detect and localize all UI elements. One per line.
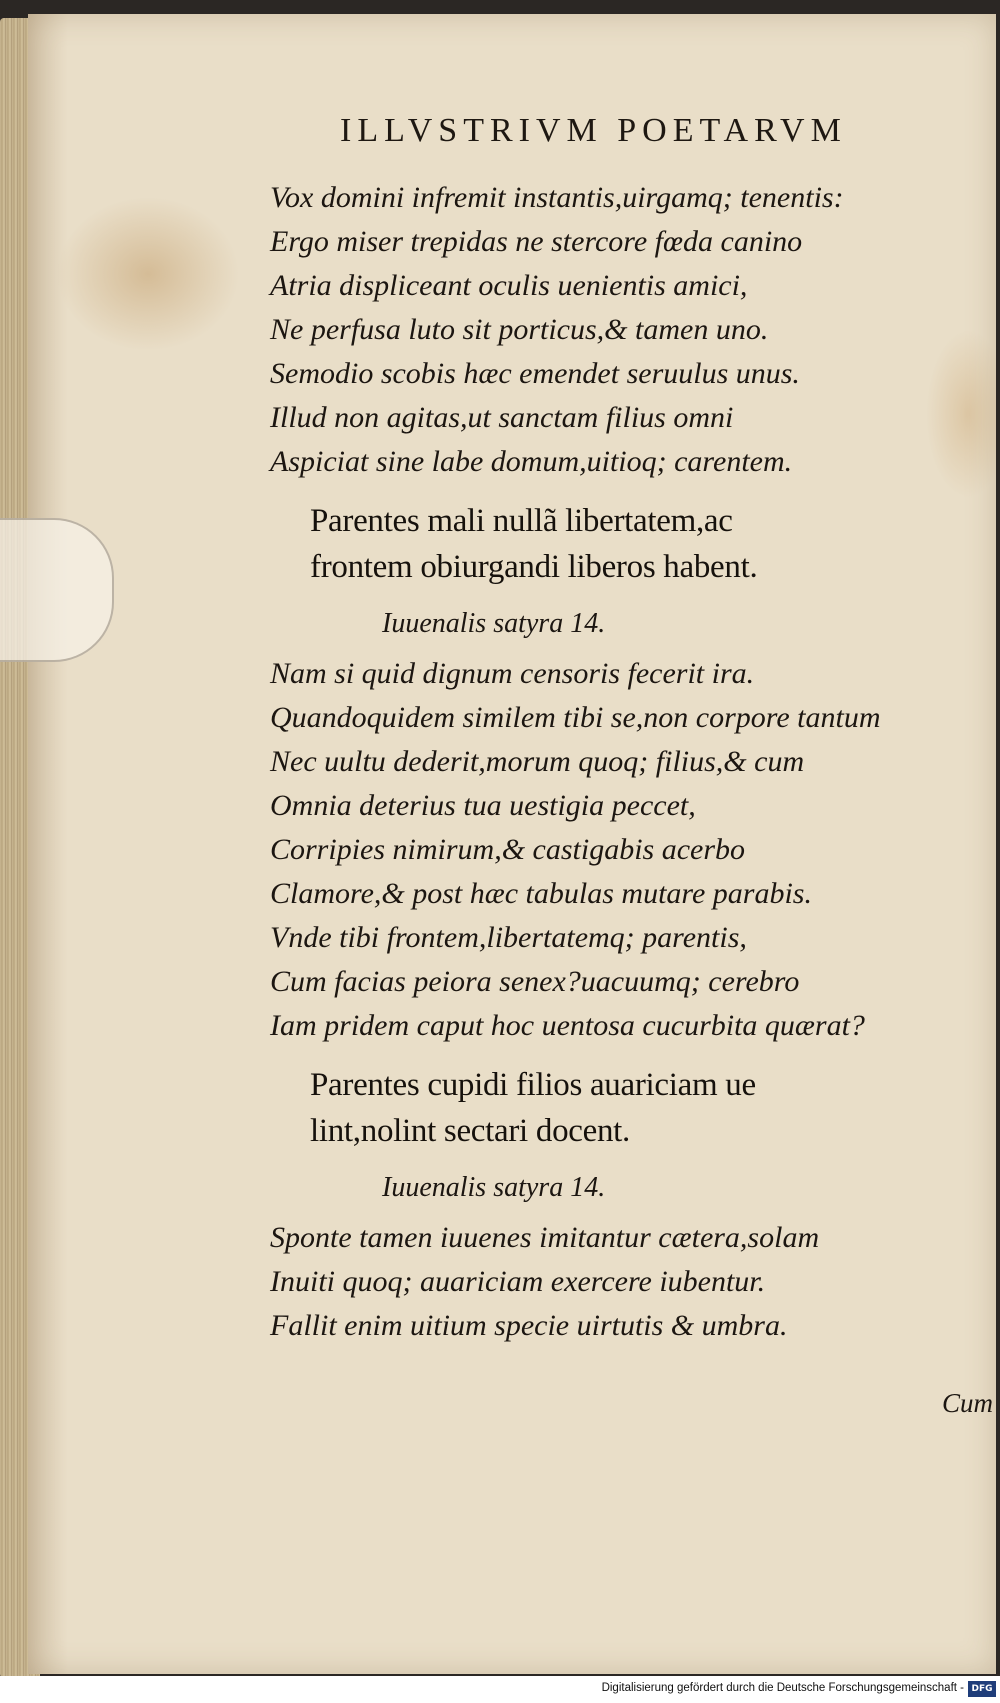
verse-line: Illud non agitas,ut sanctam filius omni — [270, 401, 734, 434]
heading-line: lint,nolint sectari docent. — [310, 1113, 630, 1149]
verse-line: Cum facias peiora senex?uacuumq; cerebro — [270, 965, 800, 998]
verse-line: Iam pridem caput hoc uentosa cucurbita quærat? — [270, 1009, 865, 1042]
verse-line: Omnia deterius tua uestigia peccet, — [270, 789, 696, 822]
verse-block-3 — [270, 1216, 970, 1348]
page-marker-tab — [0, 518, 114, 662]
section-heading-1 — [310, 498, 970, 590]
heading-line: Parentes mali nullã libertatem,ac — [310, 503, 733, 539]
verse-line: Quandoquidem similem tibi se,non corpore tantum — [270, 701, 881, 734]
verse-line: Atria displiceant oculis uenientis amici, — [270, 269, 748, 302]
verse-line: Vox domini infremit instantis,uirgamq; tenentis: — [270, 181, 844, 214]
footer-credit: Digitalisierung gefördert durch die Deutsche Forschungsgemeinschaft - — [601, 1682, 964, 1694]
verse-line: Nam si quid dignum censoris fecerit ira. — [270, 657, 755, 690]
verse-line: Vnde tibi frontem,libertatemq; parentis, — [270, 921, 747, 954]
verse-line: Inuiti quoq; auariciam exercere iubentur. — [270, 1265, 766, 1298]
verse-block-1 — [270, 176, 970, 484]
verse-line: Semodio scobis hæc emendet seruulus unus. — [270, 357, 800, 390]
section-heading-2 — [310, 1062, 970, 1154]
source-citation-1: Iuuenalis satyra 14. — [382, 608, 606, 639]
verse-line: Fallit enim uitium specie uirtutis & umbra. — [270, 1309, 788, 1342]
digitization-footer — [0, 1676, 1000, 1703]
heading-line: frontem obiurgandi liberos habent. — [310, 549, 758, 585]
source-citation-2: Iuuenalis satyra 14. — [382, 1172, 606, 1203]
verse-block-2 — [270, 652, 970, 1048]
catchword: Cum — [942, 1388, 994, 1418]
verse-line: Aspiciat sine labe domum,uitioq; carentem. — [270, 445, 793, 478]
dfg-logo-icon: DFG — [968, 1681, 996, 1697]
page-body — [270, 176, 970, 1348]
verse-line: Clamore,& post hæc tabulas mutare parabis. — [270, 877, 812, 910]
verse-line: Ergo miser trepidas ne stercore fœda canino — [270, 225, 803, 258]
verse-line: Ne perfusa luto sit porticus,& tamen uno. — [270, 313, 769, 346]
heading-line: Parentes cupidi filios auariciam ue — [310, 1067, 756, 1103]
running-header: ILLVSTRIVM POETARVM — [340, 112, 847, 149]
verse-line: Corripies nimirum,& castigabis acerbo — [270, 833, 746, 866]
verse-line: Nec uultu dederit,morum quoq; filius,& cum — [270, 745, 805, 778]
verse-line: Sponte tamen iuuenes imitantur cætera,solam — [270, 1221, 820, 1254]
